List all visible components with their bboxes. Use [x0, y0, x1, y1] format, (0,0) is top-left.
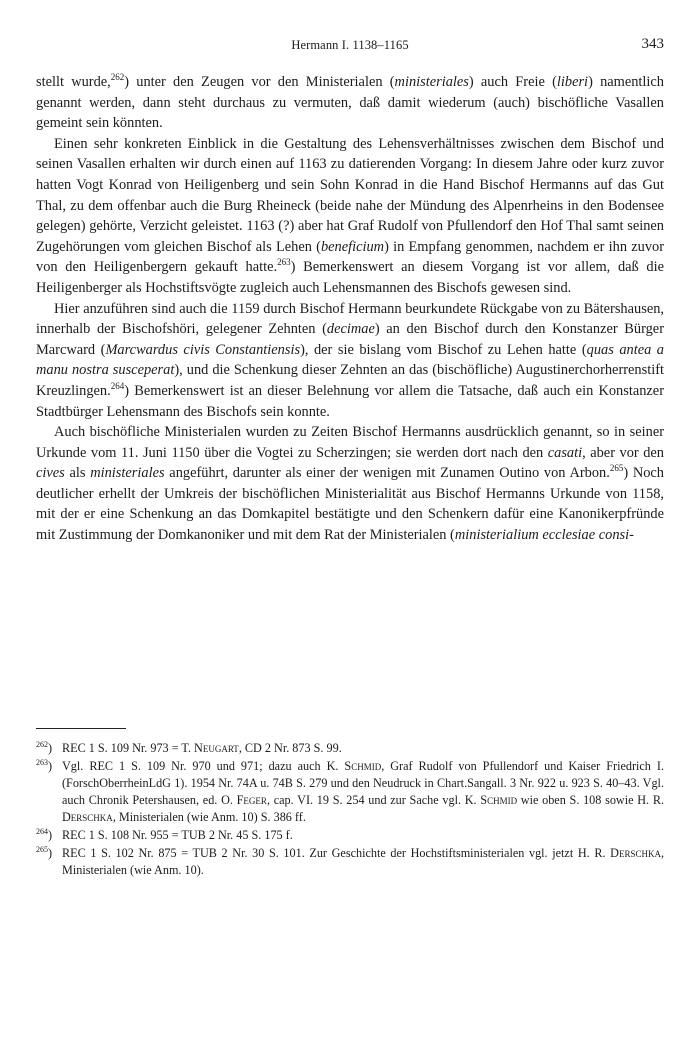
footnote [36, 740, 664, 757]
italic-text: quas antea a manu nostra susceperat [36, 341, 664, 379]
text-run: ) Bemerkenswert ist an dieser Belehnung vor allem die Tatsache, daß auch ein Konstanzer Stadtbürger Lehensmann des Bischofs sein konnte. [36, 382, 664, 420]
italic-text: casati [547, 444, 583, 461]
footnote-text [62, 827, 664, 844]
text-run: wie oben S. 108 sowie H. R. [517, 793, 664, 807]
text-run: stellt wurde, [36, 74, 111, 90]
italic-text: decimae [326, 321, 375, 338]
text-run: , aber vor den [582, 444, 664, 461]
footnote-number: $^{262}$) [36, 739, 53, 755]
paragraph [36, 422, 664, 546]
italic-text: cives [36, 465, 65, 482]
author-name: Neugart [194, 741, 239, 755]
italic-text: ministeriales [394, 74, 469, 90]
running-head: Hermann I. 1138–1165 [291, 38, 409, 52]
author-name: Schmid [344, 759, 382, 773]
italic-text: beneficium [320, 238, 385, 255]
text-run: ), und die Schenkung dieser Zehnten an das (bischöfliche) Augustinerchorherrenstift Kreuzlingen. [36, 362, 665, 399]
text-run: REC 1 S. 109 Nr. 973 = T. [62, 741, 195, 755]
text-run: Auch bischöfliche Ministerialen wurden zu Zeiten Bischof Hermanns ausdrücklich genannt, so in seiner Urkunde vom 11. Juni 1150 über die Vogtei zu Scherzingen; sie werden dort nach den [36, 424, 664, 461]
text-run: REC 1 S. 108 Nr. 955 = TUB 2 Nr. 45 S. 175 f. [62, 828, 293, 842]
text-run: ) an den Bischof durch den Konstanzer Bürger Marcward ( [36, 321, 664, 358]
text-run: Einen sehr konkreten Einblick in die Gestaltung des Lehensverhältnisses zwischen dem Bischof und seinen Vasallen erhalten wir durch einen auf 1163 zu datierenden Vorgang: In diesem Jahre oder kurz zuvor hatten Vogt Konrad von Heiligenberg und sein Sohn Konrad in die Hand Bischof Hermanns auf das Gut Thal, zu dem offenbar auch die Burg Rheineck (beide nahe der Mündung des Alpenrheins in den Bodensee gelegen) gehörte, Verzicht geleistet. 1163 (?) aber hat Graf Rudolf von Pfullendorf den Hof Thal samt seinen Zugehörungen vom gleichen Bischof als Lehen ( [36, 135, 664, 255]
footnote [36, 845, 664, 879]
footnote-separator [36, 728, 126, 729]
text-run: Vgl. REC 1 S. 109 Nr. 970 und 971; dazu auch K. [62, 759, 345, 773]
italic-text: liberi [556, 74, 589, 90]
page-header [36, 38, 664, 60]
text-run: , Graf Rudolf von Pfullendorf und Kaiser Friedrich I. (ForschOberrheinLdG 1). 1954 Nr. 74A u. 74B S. 279 und den Neudruck in Chart.Sangall. 3 Nr. 922 u. 923 S. 40–43. Vgl. auch Chronik Petershausen, ed. O. [62, 759, 664, 807]
italic-text: Marcwardus civis Constantiensis [105, 341, 301, 358]
footnote-ref: 262 [110, 72, 125, 83]
author-name: Derschka [62, 810, 113, 824]
italic-text: ministerialium ecclesiae consi- [454, 527, 634, 544]
footnote-number: $^{265}$) [36, 844, 53, 860]
footnote-text [62, 740, 664, 757]
text-run: ) namentlich genannt werden, dann steht durchaus zu vermuten, daß damit wiederum (auch) bischöfliche Vasallen gemeint sein könnten. [36, 74, 665, 132]
text-run: , Ministerialen (wie Anm. 10). [62, 846, 664, 877]
footnote-number: $^{263}$) [36, 757, 53, 773]
author-name: Derschka [610, 846, 661, 860]
page-number: 343 [641, 36, 664, 52]
text-run: Hier anzuführen sind auch die 1159 durch Bischof Hermann beurkundete Rückgabe von zu Bätershausen, innerhalb der Bischofshöri, gelegener Zehnten ( [36, 300, 664, 338]
footnote-text [62, 758, 664, 826]
text-run: ), der sie bislang vom Bischof zu Lehen hatte ( [300, 341, 587, 358]
paragraph [36, 299, 664, 423]
text-run: , CD 2 Nr. 873 S. 99. [238, 741, 342, 755]
footnote-number: $^{264}$) [36, 826, 53, 842]
footnote-ref: 263 [277, 257, 291, 268]
text-run: als [64, 465, 91, 482]
paragraph [36, 72, 664, 134]
text-run: ) unter den Zeugen vor den Ministerialen ( [124, 74, 395, 90]
text-run: angeführt, darunter als einer der wenigen mit Zunamen Outino von Arbon. [164, 465, 610, 482]
text-run: REC 1 S. 102 Nr. 875 = TUB 2 Nr. 30 S. 101. Zur Geschichte der Hochstiftsministerialen vgl. jetzt H. R. [62, 846, 611, 860]
body-text [36, 72, 664, 546]
footnote-text [62, 845, 664, 879]
footnote-ref: 265 [609, 463, 624, 474]
text-run: ) auch Freie ( [468, 74, 557, 90]
text-run: , cap. VI. 19 S. 254 und zur Sache vgl. K. [266, 793, 481, 807]
footnote [36, 758, 664, 826]
footnote [36, 827, 664, 844]
italic-text: ministeriales [90, 465, 165, 482]
paragraph [36, 134, 664, 299]
footnote-ref: 264 [110, 381, 125, 392]
text-run: ) Noch deutlicher erhellt der Umkreis der bischöflichen Ministerialität aus Bischof Hermanns Urkunde von 1158, mit der er eine Schenkung an das Domkapitel bestätigte und den Schenkern dafür eine Kanonikerpfründe mit Zustimmung der Domkanoniker und mit dem Rat der Ministerialen ( [36, 465, 665, 544]
text-run: ) Bemerkenswert an diesem Vorgang ist vor allem, daß die Heiligenberger als Hochstiftsvögte zugleich auch Lehensmannen des Bischofs gewesen sind. [36, 259, 664, 296]
author-name: Schmid [480, 793, 518, 807]
footnotes [36, 740, 664, 880]
text-run: , Ministerialen (wie Anm. 10) S. 386 ff. [112, 810, 306, 824]
author-name: Feger [236, 793, 267, 807]
text-run: ) in Empfang genommen, nachdem er ihn zuvor von den Heiligenbergern gekauft hatte. [36, 238, 665, 276]
